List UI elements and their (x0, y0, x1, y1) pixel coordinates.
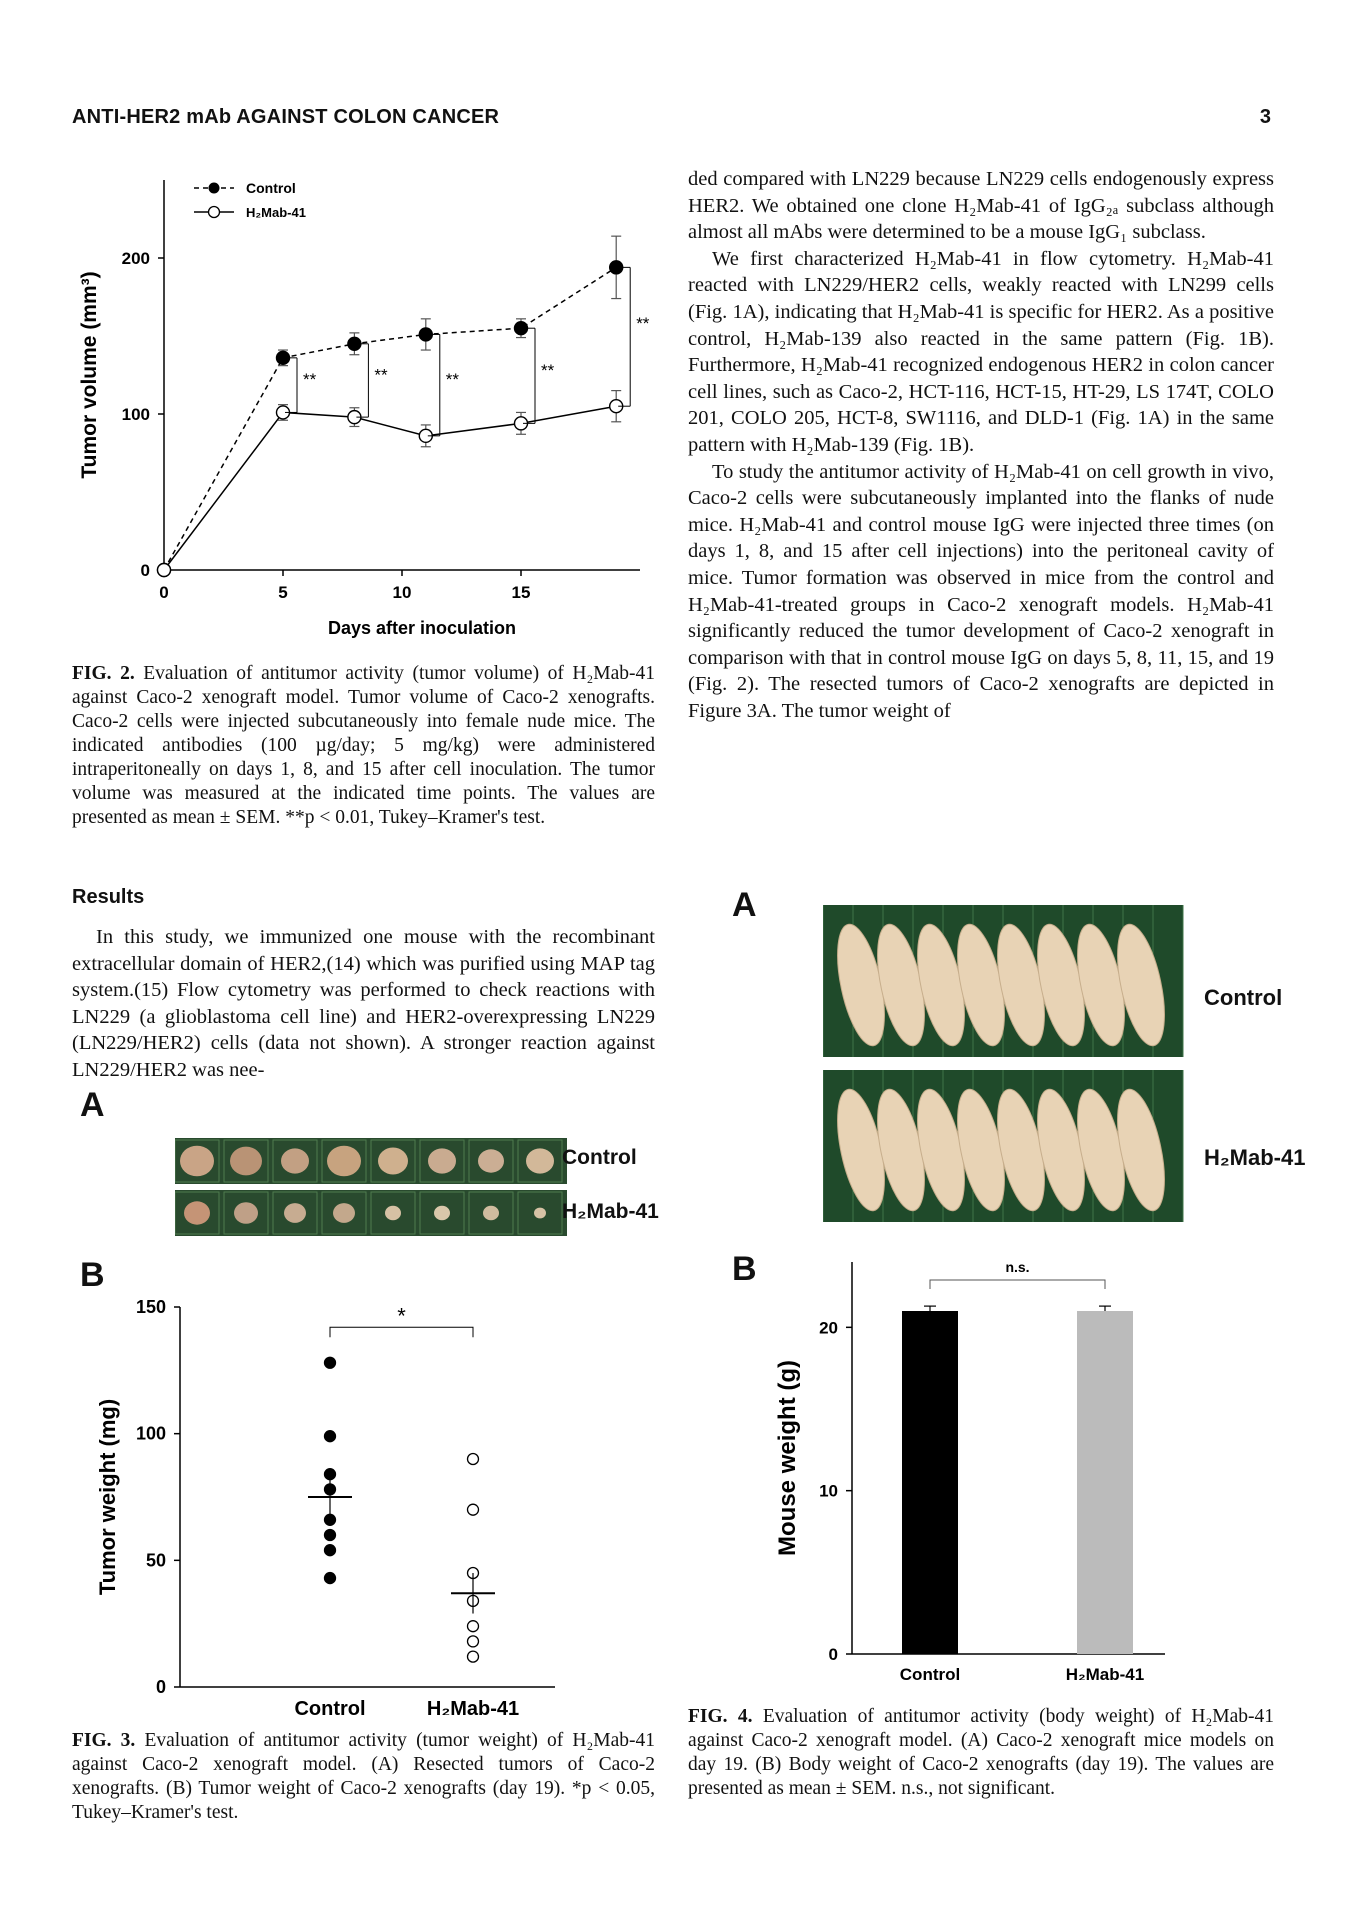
fig2-x-tick-label: 15 (511, 583, 531, 602)
results-heading: Results (72, 886, 145, 908)
fig3-tumor-specimen (526, 1148, 554, 1173)
fig3-panel-a-letter: A (80, 1086, 105, 1124)
results-paragraph-text: In this study, we immunized one mouse with the recombinant extracellular domain of HER2,(14) which was purified using MAP tag system.(15) Flow cytometry was performed to check reactions with LN229 (a glioblastoma cell line) and HER2-overexpressing LN229 (LN229/HER2) cells (data not shown). A stronger reaction against LN229/HER2 was nee- (72, 926, 655, 1081)
fig2-x-tick-label: 5 (278, 583, 288, 602)
fig3b-h2mab-point (468, 1621, 479, 1632)
fig4b-bar-h2mab (1077, 1311, 1133, 1654)
fig4b-bar-control (902, 1311, 958, 1654)
fig3b-sig-bracket (330, 1327, 473, 1337)
fig2-y-tick-label: 100 (121, 405, 150, 424)
fig4b-category-label: H₂Mab-41 (1065, 1665, 1145, 1680)
fig3b-control-point (325, 1357, 336, 1368)
fig2-sig-annotation: ** (445, 370, 460, 390)
fig2-caption (72, 662, 655, 830)
fig2-h2mab-line (164, 406, 616, 570)
fig3-scatter-chart (85, 1285, 565, 1715)
fig4b-y-axis-label: Mouse weight (g) (774, 1360, 801, 1556)
fig3b-y-axis-label: Tumor weight (mg) (95, 1398, 120, 1596)
running-head: ANTI-HER2 mAb AGAINST COLON CANCER (72, 106, 500, 128)
page-number: 3 (1259, 106, 1271, 128)
fig3-panel-b-letter: B (80, 1256, 105, 1294)
fig2-legend-h2mab-marker (209, 207, 220, 218)
fig3b-control-point (325, 1431, 336, 1442)
fig3-tumor-specimen (234, 1202, 258, 1224)
fig3-tumor-specimen (184, 1201, 210, 1224)
fig2-x-axis-label: Days after inoculation (327, 618, 517, 638)
fig2-x-tick-label: 10 (392, 583, 412, 602)
fig4b-category-label: Control (899, 1665, 961, 1680)
fig4b-y-tick-label: 20 (819, 1318, 838, 1338)
fig3-tumor-specimen (180, 1146, 214, 1177)
fig3-resected-tumors-photo (175, 1130, 575, 1240)
right-column-p1: ded compared with LN229 because LN229 cells endogenously express HER2. We obtained one clone H₂Mab-41 of IgG₂ₐ subclass although almost all mAbs were determined to be a mouse IgG₁ subclass. (688, 168, 1274, 244)
fig2-y-axis-label: Tumor volume (mm³) (78, 271, 101, 479)
fig3b-sig-annotation: * (397, 1303, 406, 1329)
fig3b-y-tick-label: 100 (135, 1423, 166, 1444)
fig2-line-chart (60, 150, 680, 650)
fig3b-category-label: Control (294, 1698, 366, 1715)
fig4-caption (688, 1705, 1274, 1801)
fig4-label-control: Control (1204, 985, 1283, 1010)
fig3b-h2mab-point (468, 1454, 479, 1465)
fig3b-control-point (325, 1530, 336, 1541)
right-column-p3: To study the antitumor activity of H₂Mab-41 on cell growth in vivo, Caco-2 cells were subcutaneously implanted into the flanks of nude mice. H₂Mab-41 and control mouse IgG were injected three times (on days 1, 8, and 15 after cell injections) into the peritoneal cavity of mice. Tumor formation was observed in mice from the control and H₂Mab-41-treated groups in Caco-2 xenograft models. H₂Mab-41 significantly reduced the tumor development of Caco-2 xenograft in comparison with that in control mouse IgG on days 5, 8, 11, 15, and 19 (Fig. 2). The resected tumors of Caco-2 xenografts are depicted in Figure 3A. The tumor weight of (688, 460, 1274, 722)
right-column-p2: We first characterized H₂Mab-41 in flow cytometry. H₂Mab-41 reacted with LN229/HER2 cells, weakly reacted with LN299 cells (Fig. 1A), indicating that H₂Mab-41 is specific for HER2. As a positive control, H₂Mab-139 also reacted in the same pattern (Fig. 1B). Furthermore, H₂Mab-41 recognized endogenous HER2 in colon cancer cell lines, such as Caco-2, HCT-116, HCT-15, HT-29, LS 174T, COLO 201, COLO 205, HCT-8, SW1116, and DLD-1 (Fig. 1A) in the same pattern with H₂Mab-139 (Fig. 1B). (688, 247, 1274, 456)
fig2-legend-control-label: Control (246, 180, 296, 196)
fig2-legend-h2mab-label: H₂Mab-41 (246, 205, 306, 220)
fig4b-y-tick-label: 10 (819, 1481, 838, 1501)
fig4b-y-tick-label: 0 (828, 1645, 838, 1664)
fig2-h2mab-point (158, 564, 171, 577)
fig3b-y-tick-label: 150 (135, 1297, 166, 1317)
fig4b-sig-annotation: n.s. (1005, 1258, 1030, 1275)
fig2-sig-annotation: ** (374, 365, 388, 385)
fig3-tumor-specimen (333, 1203, 355, 1223)
fig4-bar-chart (760, 1250, 1180, 1680)
fig3-caption-body: Evaluation of antitumor activity (tumor weight) of H₂Mab-41 against Caco-2 xenograft model. (A) Resected tumors of Caco-2 xenografts. (B) Tumor weight of Caco-2 xenografts (day 19). *p < 0.05, Tukey–Kramer's test. (72, 1730, 655, 1823)
fig2-y-tick-label: 0 (140, 561, 150, 580)
fig3-tumor-specimen (478, 1149, 504, 1172)
fig3-tumor-specimen (284, 1203, 306, 1223)
right-column-text (688, 166, 1274, 724)
fig3-tumor-specimen (483, 1206, 499, 1220)
fig4-caption-label: FIG. 4. (688, 1706, 753, 1727)
fig2-caption-label: FIG. 2. (72, 663, 135, 684)
fig2-caption-body: Evaluation of antitumor activity (tumor volume) of H₂Mab-41 against Caco-2 xenograft model. Tumor volume of Caco-2 xenografts. Caco-2 cells were injected subcutaneously into female nude mice. The indicated antibodies (100 µg/day; 5 mg/kg) were administered intraperitoneally on days 1, 8, and 15 after cell inoculation. The tumor volume was measured at the indicated time points. The values are presented as mean ± SEM. **p < 0.01, Tukey–Kramer's test. (72, 663, 656, 828)
fig3-label-control: Control (562, 1146, 637, 1169)
fig2-sig-annotation: ** (303, 370, 317, 390)
fig2-legend-control-marker (209, 183, 220, 194)
fig3-tumor-specimen (281, 1148, 309, 1173)
fig4-caption-body: Evaluation of antitumor activity (body weight) of H₂Mab-41 against Caco-2 xenograft model. (A) Caco-2 xenograft mice models on day 19. (B) Body weight of Caco-2 xenografts (day 19). The values are presented as mean ± SEM. n.s., not significant. (688, 1706, 1275, 1799)
fig3b-y-tick-label: 50 (145, 1550, 166, 1571)
fig2-sig-annotation: ** (541, 360, 555, 380)
fig3-label-h2mab: H₂Mab-41 (562, 1200, 659, 1223)
fig3-tumor-specimen (378, 1148, 408, 1175)
fig3b-category-label: H₂Mab-41 (426, 1698, 520, 1715)
fig2-x-tick-label: 0 (159, 583, 169, 602)
fig3-tumor-specimen (534, 1208, 546, 1219)
fig3b-h2mab-point (468, 1636, 479, 1647)
fig2-y-tick-label: 200 (121, 249, 150, 268)
fig3-tumor-specimen (230, 1147, 262, 1176)
fig4-label-h2mab: H₂Mab-41 (1204, 1145, 1306, 1170)
fig3-tumor-specimen (434, 1206, 450, 1220)
fig3b-h2mab-point (468, 1651, 479, 1662)
fig3b-control-point (325, 1545, 336, 1556)
results-paragraph (72, 924, 655, 1084)
fig3b-control-point (325, 1573, 336, 1584)
fig3-caption-label: FIG. 3. (72, 1730, 136, 1751)
fig4-panel-b-letter: B (732, 1250, 757, 1288)
fig3-tumor-specimen (385, 1206, 401, 1220)
fig3b-h2mab-point (468, 1504, 479, 1515)
fig4-mice-photo (823, 905, 1185, 1225)
fig2-sig-annotation: ** (636, 313, 650, 333)
fig4b-sig-bracket (930, 1280, 1105, 1289)
fig3-tumor-specimen (327, 1146, 361, 1177)
fig3b-y-tick-label: 0 (155, 1677, 166, 1697)
fig3-caption (72, 1729, 655, 1825)
fig3-tumor-specimen (428, 1148, 456, 1173)
fig4-panel-a-letter: A (732, 886, 757, 924)
